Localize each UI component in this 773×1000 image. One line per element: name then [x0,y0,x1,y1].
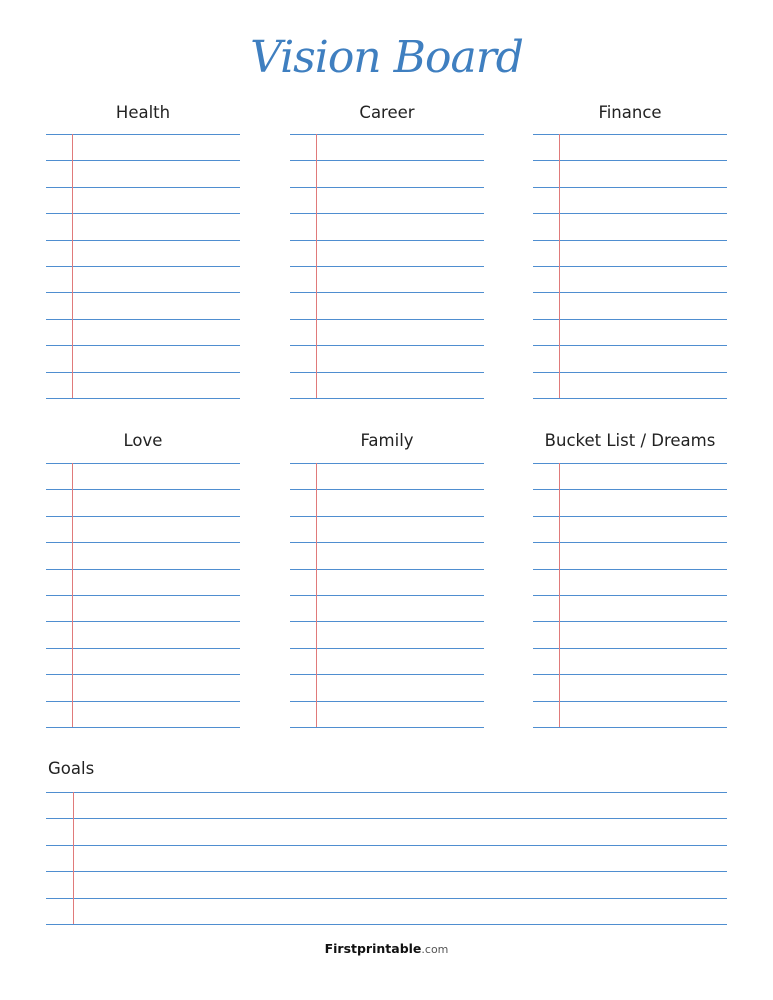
ruled-line [290,266,484,267]
ruled-line [533,372,727,373]
ruled-line [46,727,240,728]
ruled-line [290,213,484,214]
ruled-line [533,569,727,570]
ruled-line [46,266,240,267]
section-label-health: Health [115,103,171,122]
ruled-line [533,187,727,188]
ruled-line [290,187,484,188]
section-label-goals: Goals [48,759,95,778]
ruled-line [46,345,240,346]
ruled-line [46,516,240,517]
ruled-line [46,292,240,293]
ruled-line [290,701,484,702]
margin-line [72,134,73,398]
ruled-line [290,648,484,649]
ruled-line [290,372,484,373]
footer-brand [0,940,773,959]
ruled-line [46,792,727,793]
margin-line [316,463,317,727]
ruled-line [533,266,727,267]
margin-line [559,134,560,398]
ruled-line [290,134,484,135]
ruled-line [46,134,240,135]
ruled-line [533,674,727,675]
ruled-line [46,398,240,399]
ruled-line [46,845,727,846]
ruled-line [46,569,240,570]
ruled-line [533,134,727,135]
section-bucket-list [533,430,727,730]
ruled-line [533,621,727,622]
margin-line [73,792,74,924]
margin-line [72,463,73,727]
ruled-line [290,489,484,490]
writing-lines-bucket-list[interactable] [533,463,727,728]
margin-line [559,463,560,727]
ruled-line [533,240,727,241]
ruled-line [290,674,484,675]
ruled-line [290,516,484,517]
ruled-line [46,648,240,649]
ruled-line [290,398,484,399]
ruled-line [46,463,240,464]
ruled-line [46,160,240,161]
section-label-love: Love [123,431,163,450]
ruled-line [46,240,240,241]
ruled-line [290,345,484,346]
writing-lines-finance[interactable] [533,134,727,399]
writing-lines-health[interactable] [46,134,240,399]
section-family [290,430,484,730]
ruled-line [46,213,240,214]
ruled-line [533,160,727,161]
ruled-line [533,516,727,517]
ruled-line [46,818,727,819]
ruled-line [46,924,727,925]
ruled-line [46,595,240,596]
ruled-line [533,463,727,464]
section-label-career: Career [359,103,415,122]
section-label-family: Family [360,431,414,450]
footer-brand-name: Firstprintable [324,941,422,956]
writing-lines-love[interactable] [46,463,240,728]
ruled-line [533,345,727,346]
ruled-line [290,463,484,464]
ruled-line [46,489,240,490]
ruled-line [533,292,727,293]
ruled-line [290,292,484,293]
ruled-line [46,621,240,622]
ruled-line [290,319,484,320]
ruled-line [290,160,484,161]
ruled-line [290,542,484,543]
ruled-line [533,701,727,702]
ruled-line [46,372,240,373]
ruled-line [46,542,240,543]
ruled-line [290,595,484,596]
section-label-bucket-list: Bucket List / Dreams [544,431,716,450]
section-health [46,100,240,400]
ruled-line [290,727,484,728]
ruled-line [290,621,484,622]
section-career [290,100,484,400]
ruled-line [46,187,240,188]
ruled-line [290,240,484,241]
writing-lines-career[interactable] [290,134,484,399]
ruled-line [533,398,727,399]
writing-lines-goals[interactable] [46,792,727,926]
writing-lines-family[interactable] [290,463,484,728]
ruled-line [46,898,727,899]
ruled-line [46,701,240,702]
ruled-line [533,648,727,649]
ruled-line [533,542,727,543]
ruled-line [533,595,727,596]
ruled-line [533,727,727,728]
section-love [46,430,240,730]
section-label-finance: Finance [598,103,662,122]
page-title: Vision Board [250,32,523,83]
ruled-line [533,319,727,320]
ruled-line [533,213,727,214]
section-goals [46,758,727,928]
ruled-line [46,319,240,320]
ruled-line [290,569,484,570]
ruled-line [533,489,727,490]
footer-brand-tld: .com [421,943,449,956]
ruled-line [46,674,240,675]
section-finance [533,100,727,400]
ruled-line [46,871,727,872]
margin-line [316,134,317,398]
